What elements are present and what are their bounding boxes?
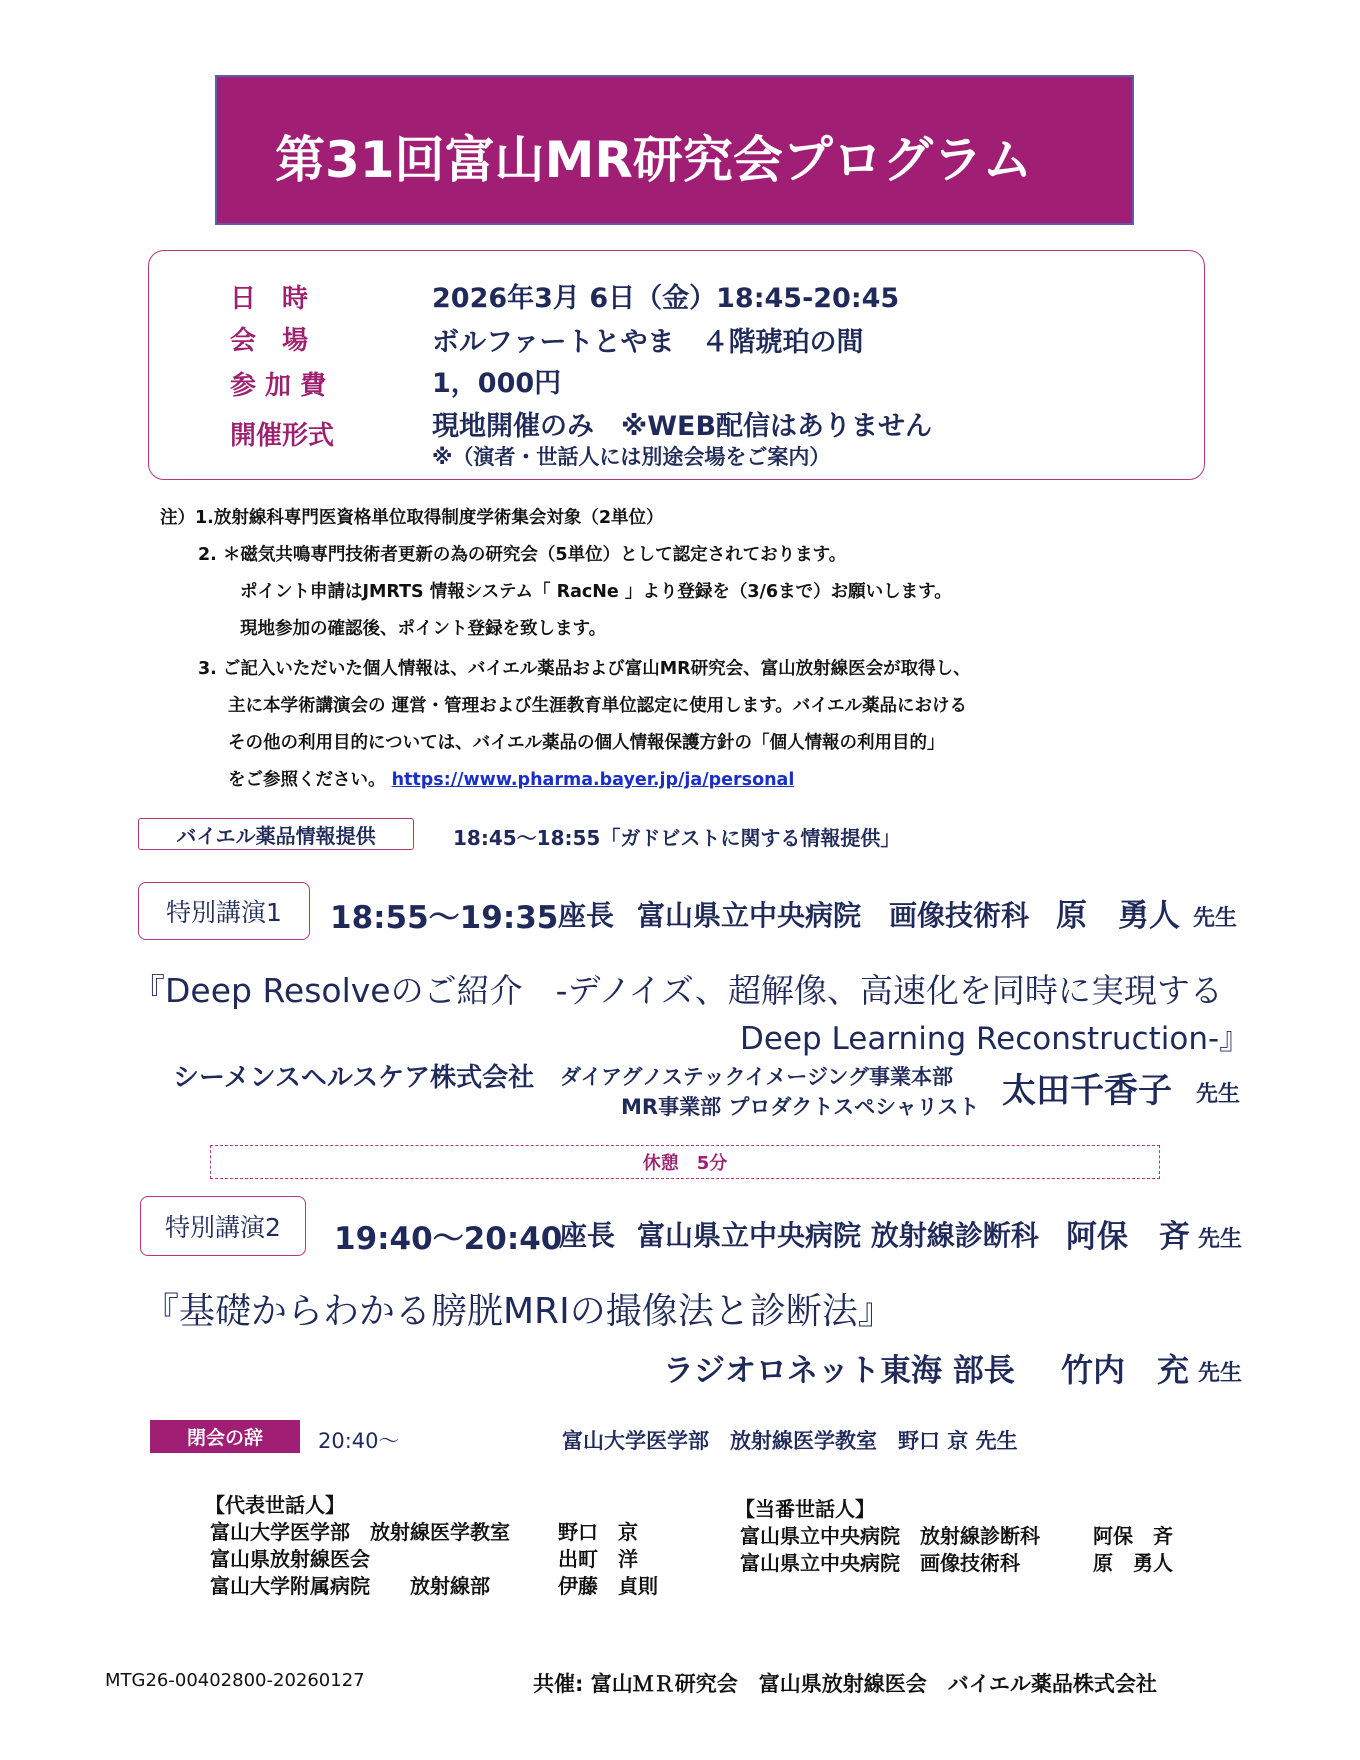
footer-code: MTG26-00402800-20260127 (105, 1670, 365, 1691)
lecture1-title-line1: 『Deep Resolveのご紹介 -デノイズ、超解像、高速化を同時に実現する (132, 971, 1223, 1010)
footer-sponsors: 共催: 富山ＭＲ研究会 富山県放射線医会 バイエル薬品株式会社 (533, 1672, 1157, 1696)
page-title: 第31回富山MR研究会プログラム (275, 131, 1033, 189)
lecture2-speaker-sensei: 先生 (1198, 1361, 1243, 1386)
lecture1-speaker-name: 太田千香子 (1002, 1071, 1172, 1111)
note-3a: 3. ご記入いただいた個人情報は、バイエル薬品および富山MR研究会、富山放射線医会が取得し、 (198, 659, 971, 679)
note-2b: ポイント申請はJMRTS 情報システム「 RacNe 」より登録を（3/6まで）お願いします。 (240, 582, 952, 602)
bayer-info-tag (138, 818, 414, 850)
closing-time: 20:40〜 (318, 1429, 400, 1453)
format-label: 開催形式 (230, 421, 335, 451)
lecture1-chair-name: 原 勇人 (1056, 898, 1180, 934)
note-3d (228, 766, 794, 791)
rep-organizer-name: 野口 京 (558, 1520, 638, 1544)
lecture1-chair-affil: 富山県立中央病院 画像技術科 (637, 899, 1030, 932)
break-box (210, 1145, 1160, 1179)
lecture2-tag (140, 1196, 306, 1256)
rep-organizer-affil: 富山大学医学部 放射線医学教室 (210, 1520, 510, 1544)
lecture1-chair-label: 座長 (558, 899, 615, 932)
duty-organizer-name: 原 勇人 (1093, 1551, 1173, 1575)
lecture1-chair-sensei: 先生 (1193, 906, 1238, 931)
fee-label: 参 加 費 (230, 371, 327, 401)
lecture1-tag (138, 882, 310, 940)
lecture2-chair-name: 阿保 斉 (1066, 1219, 1190, 1255)
duty-organizer-affil: 富山県立中央病院 画像技術科 (740, 1551, 1020, 1575)
duty-organizer-name: 阿保 斉 (1093, 1524, 1173, 1548)
lecture2-chair-affil: 富山県立中央病院 放射線診断科 (637, 1219, 1039, 1252)
lecture2-tag-label: 特別講演2 (165, 1213, 281, 1242)
venue-value: ボルファートとやま ４階琥珀の間 (432, 327, 864, 358)
fee-value: 1，000円 (432, 368, 562, 399)
note-3c: その他の利用目的については、バイエル薬品の個人情報保護方針の「個人情報の利用目的」 (228, 733, 945, 753)
lecture2-title: 『基礎からわかる膀胱MRIの撮像法と診断法』 (143, 1291, 894, 1332)
lecture1-title-line2: Deep Learning Reconstruction-』 (740, 1021, 1251, 1057)
rep-organizers-title: 【代表世話人】 (205, 1493, 345, 1517)
note-1: 注）1.放射線科専門医資格単位取得制度学術集会対象（2単位） (160, 508, 664, 528)
lecture2-chair-sensei: 先生 (1198, 1227, 1243, 1252)
closing-tag (150, 1420, 300, 1453)
lecture2-time: 19:40〜20:40 (334, 1221, 563, 1257)
bayer-info-text: 18:45〜18:55「ガドビストに関する情報提供」 (453, 826, 901, 850)
lecture2-chair-label: 座長 (559, 1219, 616, 1252)
closing-tag-label: 閉会の辞 (186, 1427, 263, 1449)
lecture1-speaker-company: シーメンスヘルスケア株式会社 (173, 1063, 535, 1093)
rep-organizer-affil: 富山県放射線医会 (210, 1547, 370, 1571)
privacy-policy-link[interactable]: https://www.pharma.bayer.jp/ja/personal (391, 770, 795, 790)
rep-organizer-name: 伊藤 貞則 (558, 1574, 658, 1598)
duty-organizer-affil: 富山県立中央病院 放射線診断科 (740, 1524, 1040, 1548)
lecture1-tag-label: 特別講演1 (166, 898, 282, 927)
lecture1-speaker-sensei: 先生 (1196, 1082, 1241, 1107)
lecture2-speaker-affil: ラジオロネット東海 部長 (663, 1353, 1015, 1389)
date-value: 2026年3月 6日（金）18:45-20:45 (432, 283, 900, 314)
closing-person: 富山大学医学部 放射線医学教室 野口 京 先生 (562, 1429, 1018, 1453)
note-2a: 2. ＊磁気共鳴専門技術者更新の為の研究会（5単位）として認定されております。 (198, 545, 847, 565)
format-value: 現地開催のみ ※WEB配信はありません (432, 411, 933, 442)
rep-organizer-name: 出町 洋 (558, 1547, 638, 1571)
venue-label: 会 場 (230, 326, 309, 356)
lecture1-time: 18:55〜19:35 (330, 900, 559, 936)
rep-organizer-affil: 富山大学附属病院 放射線部 (210, 1574, 490, 1598)
lecture1-speaker-dept2: MR事業部 プロダクトスペシャリスト (621, 1095, 980, 1119)
note-2c: 現地参加の確認後、ポイント登録を致します。 (240, 619, 607, 639)
note-3d-text: をご参照ください。 (228, 770, 386, 790)
break-text: 休憩 5分 (642, 1153, 728, 1174)
duty-organizers-title: 【当番世話人】 (735, 1497, 875, 1521)
lecture1-speaker-dept1: ダイアグノステックイメージング事業本部 (560, 1065, 954, 1089)
note-3b: 主に本学術講演会の 運営・管理および生涯教育単位認定に使用します。バイエル薬品における (228, 696, 967, 716)
bayer-info-tag-label: バイエル薬品情報提供 (176, 823, 376, 848)
date-label: 日 時 (230, 284, 309, 314)
lecture2-speaker-name: 竹内 充 (1061, 1351, 1190, 1389)
format-note: ※（演者・世話人には別途会場をご案内） (432, 445, 831, 469)
